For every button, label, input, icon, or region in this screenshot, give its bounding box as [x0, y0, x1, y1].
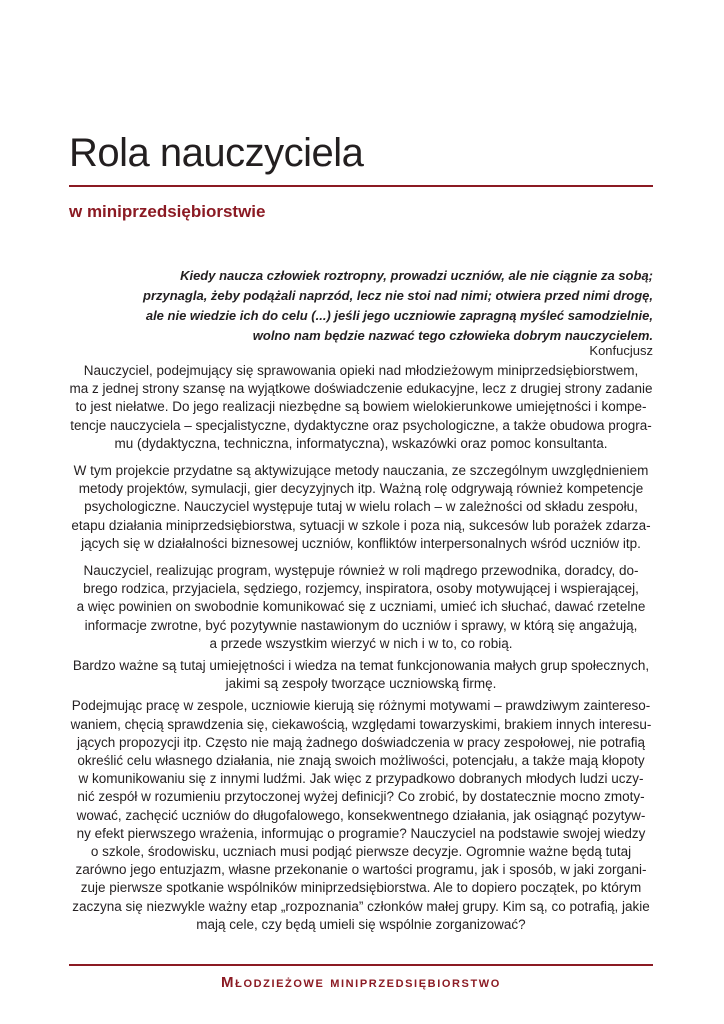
text-line: informacje zwrotne, być pozytywnie nastawionym do uczniów i sprawy, w którą się angażują, [84, 617, 638, 633]
title-divider [69, 185, 653, 187]
text-line: o szkole, środowisku, uczniach musi podjąć pierwsze decyzje. Ogromnie ważne będą tutaj [90, 844, 632, 860]
paragraph [69, 657, 653, 693]
text-line: zuje pierwsze spotkanie wspólników miniprzedsiębiorstwa. Ale to dopiero początek, po którym [80, 880, 642, 896]
text-line: etapu działania miniprzedsiębiorstwa, sytuacji w szkole i poza nią, sukcesów lub porażek zdarza- [71, 517, 651, 533]
page-subtitle: w miniprzedsiębiorstwie [69, 202, 266, 221]
text-line: zarówno jego entuzjazm, własne przekonanie o wartości programu, jak i sposób, w jaki zorgani- [75, 862, 647, 878]
text-line: Nauczyciel, realizując program, występuje również w roli mądrego przewodnika, doradcy, do- [83, 563, 639, 579]
text-line: W tym projekcie przydatne są aktywizujące metody nauczania, ze szczególnym uwzględnieniem [73, 463, 649, 479]
text-line: to jest niełatwe. Do jego realizacji niezbędne są bowiem wielokierunkowe umiejętności i kompe- [75, 399, 647, 415]
paragraph [69, 697, 653, 934]
text-line: ny efekt pierwszego wrażenia, informując o programie? Nauczyciel na podstawie swojej wiedzy [76, 825, 646, 841]
quote-line: przynagla, żeby podążali naprzód, lecz nie stoi nad nimi; otwiera przed nimi drogę, [143, 288, 653, 303]
text-line: zaczyna się niezwykle ważny etap „rozpoznania” członków małej grupy. Kim są, co potrafią, jakie [72, 898, 650, 914]
quote-line: wolno nam będzie nazwać tego człowieka dobrym nauczycielem. [252, 328, 653, 343]
text-line: a przede wszystkim wierzyć w nich i w to, co robią. [209, 635, 513, 651]
text-line: metody projektów, symulacji, gier decyzyjnych itp. Ważną rolę odgrywają również kompetencje [78, 481, 644, 497]
text-line: nić zespół w rozumieniu przytoczonej wyżej definicji? Co zrobić, by dostatecznie mocno zmoty- [77, 789, 645, 805]
text-line: Podejmując pracę w zespole, uczniowie kierują się różnymi motywami – prawdziwym zaintereso- [71, 698, 651, 714]
quote-line: Kiedy naucza człowiek roztropny, prowadzi uczniów, ale nie ciągnie za sobą; [180, 268, 653, 283]
paragraph [69, 362, 653, 453]
text-line: tencje nauczyciela – specjalistyczne, dydaktyczne oraz psychologiczne, a także obudowa progra- [70, 417, 652, 433]
page-title: Rola nauczyciela [69, 131, 364, 175]
text-line: Nauczyciel, podejmujący się sprawowania opieki nad młodzieżowym miniprzedsiębiorstwem, [83, 363, 639, 378]
quote-line: ale nie wiedzie ich do celu (...) jeśli jego uczniowie zapragną myśleć samodzielnie, [145, 308, 653, 323]
paragraph [69, 462, 653, 553]
body-text [69, 362, 653, 943]
text-line: jących się w działalności biznesowej uczniów, konfliktów interpersonalnych wśród uczniów itp. [81, 535, 641, 551]
text-line: psychologiczne. Nauczyciel występuje tutaj w wielu rolach – w zależności od składu zespołu, [84, 499, 638, 515]
text-line: Bardzo ważne są tutaj umiejętności i wiedza na temat funkcjonowania małych grup społecznych, [72, 658, 650, 674]
footer-divider [69, 964, 653, 966]
text-line: mają cele, czy będą umieli się wspólnie zorganizować? [196, 916, 526, 932]
text-line: jakimi są zespoły tworzące uczniowską firmę. [225, 676, 497, 692]
paragraph [69, 562, 653, 653]
text-line: waniem, chęcią sprawdzenia się, ciekawością, względami towarzyskimi, brakiem innych interesu- [70, 716, 652, 732]
text-line: mu (dydaktyczna, techniczna, informatyczna), wskazówki oraz pomoc konsultanta. [114, 435, 608, 451]
text-line: określić celu własnego działania, nie znają swoich możliwości, potencjału, a także mają kłopoty [77, 753, 645, 769]
text-line: jących propozycji itp. Często nie mają żadnego doświadczenia w pracy zespołowej, nie potrafią [76, 734, 646, 750]
text-line: brego rodzica, przyjaciela, sędziego, rozjemcy, inspiratora, osoby motywującej i wspierającej, [83, 581, 639, 597]
epigraph-quote [100, 266, 653, 346]
text-line: wować, zachęcić uczniów do długofalowego, konsekwentnego działania, jak osiągnąć pozytyw- [76, 807, 646, 823]
quote-author: Konfucjusz [589, 343, 653, 358]
text-line: w komunikowaniu się z innymi ludźmi. Jak więc z przypadkowo dobranych młodych ludzi uczy- [78, 771, 644, 787]
footer-running-title: Młodzieżowe miniprzedsiębiorstwo [221, 974, 501, 991]
text-line: ma z jednej strony szansę na wyjątkowe doświadczenie edukacyjne, lecz z drugiej strony zadanie [69, 381, 653, 397]
text-line: a więc powinien on swobodnie komunikować się z uczniami, umieć ich słuchać, dawać rzetelne [76, 599, 646, 615]
